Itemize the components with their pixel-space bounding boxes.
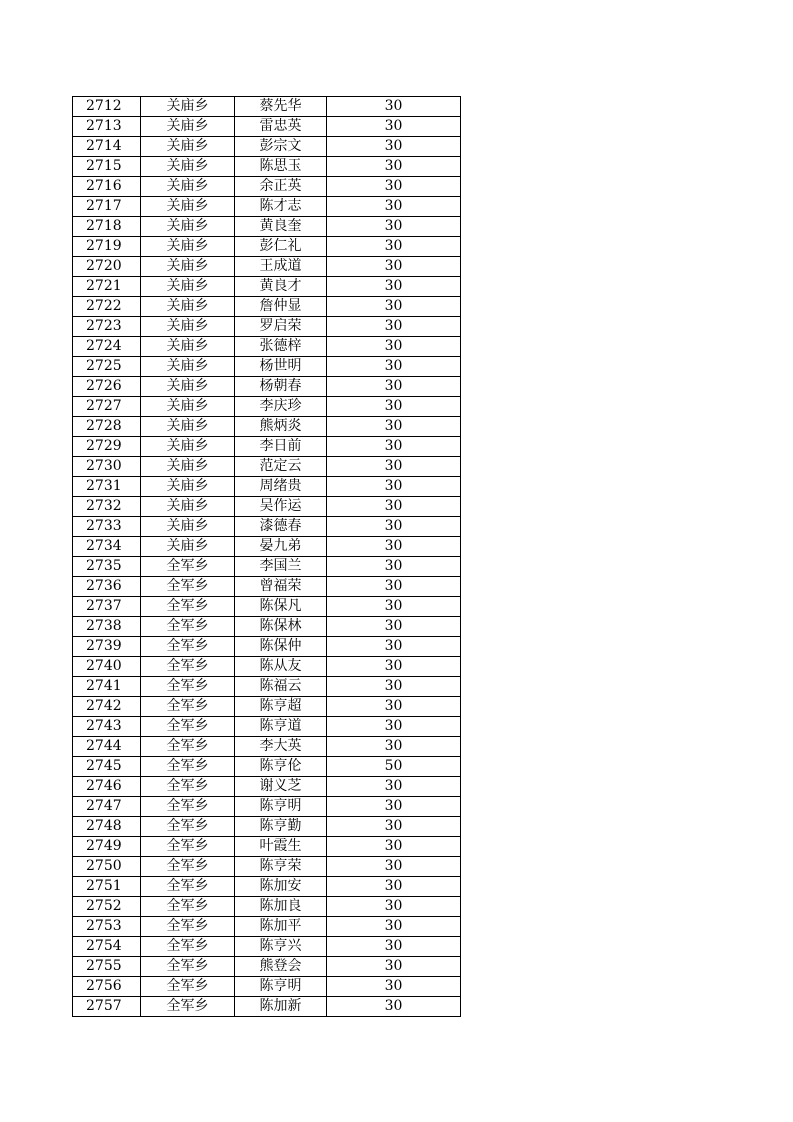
row-number-cell: 2726 xyxy=(73,377,141,397)
town-cell: 关庙乡 xyxy=(141,317,235,337)
row-number-cell: 2734 xyxy=(73,537,141,557)
person-name-cell: 陈亨超 xyxy=(235,697,327,717)
row-number-cell: 2745 xyxy=(73,757,141,777)
town-cell: 关庙乡 xyxy=(141,237,235,257)
amount-cell: 30 xyxy=(327,237,461,257)
table-row xyxy=(73,677,461,697)
town-cell: 全军乡 xyxy=(141,637,235,657)
table-row xyxy=(73,517,461,537)
amount-cell: 30 xyxy=(327,737,461,757)
town-cell: 全军乡 xyxy=(141,697,235,717)
person-name-cell: 晏九弟 xyxy=(235,537,327,557)
table-row xyxy=(73,417,461,437)
row-number-cell: 2715 xyxy=(73,157,141,177)
row-number-cell: 2714 xyxy=(73,137,141,157)
person-name-cell: 陈亨荣 xyxy=(235,857,327,877)
table-row xyxy=(73,557,461,577)
row-number-cell: 2748 xyxy=(73,817,141,837)
table-row xyxy=(73,217,461,237)
amount-cell: 30 xyxy=(327,197,461,217)
table-row xyxy=(73,857,461,877)
person-name-cell: 王成道 xyxy=(235,257,327,277)
amount-cell: 30 xyxy=(327,897,461,917)
row-number-cell: 2742 xyxy=(73,697,141,717)
table-row xyxy=(73,97,461,117)
person-name-cell: 熊炳炎 xyxy=(235,417,327,437)
amount-cell: 30 xyxy=(327,877,461,897)
town-cell: 关庙乡 xyxy=(141,177,235,197)
table-row xyxy=(73,797,461,817)
row-number-cell: 2730 xyxy=(73,457,141,477)
town-cell: 全军乡 xyxy=(141,597,235,617)
table-row xyxy=(73,197,461,217)
records-table xyxy=(72,96,461,1017)
row-number-cell: 2713 xyxy=(73,117,141,137)
row-number-cell: 2747 xyxy=(73,797,141,817)
town-cell: 全军乡 xyxy=(141,837,235,857)
town-cell: 关庙乡 xyxy=(141,437,235,457)
table-row xyxy=(73,957,461,977)
person-name-cell: 陈加安 xyxy=(235,877,327,897)
amount-cell: 30 xyxy=(327,917,461,937)
row-number-cell: 2721 xyxy=(73,277,141,297)
person-name-cell: 李国兰 xyxy=(235,557,327,577)
person-name-cell: 陈亨伦 xyxy=(235,757,327,777)
person-name-cell: 熊登会 xyxy=(235,957,327,977)
amount-cell: 30 xyxy=(327,117,461,137)
person-name-cell: 陈加新 xyxy=(235,997,327,1017)
amount-cell: 30 xyxy=(327,337,461,357)
row-number-cell: 2756 xyxy=(73,977,141,997)
person-name-cell: 黄良才 xyxy=(235,277,327,297)
town-cell: 全军乡 xyxy=(141,757,235,777)
town-cell: 全军乡 xyxy=(141,957,235,977)
town-cell: 全军乡 xyxy=(141,917,235,937)
amount-cell: 30 xyxy=(327,577,461,597)
person-name-cell: 陈亨勤 xyxy=(235,817,327,837)
amount-cell: 30 xyxy=(327,377,461,397)
town-cell: 全军乡 xyxy=(141,737,235,757)
town-cell: 关庙乡 xyxy=(141,537,235,557)
table-row xyxy=(73,457,461,477)
amount-cell: 30 xyxy=(327,417,461,437)
row-number-cell: 2733 xyxy=(73,517,141,537)
row-number-cell: 2749 xyxy=(73,837,141,857)
town-cell: 关庙乡 xyxy=(141,397,235,417)
amount-cell: 30 xyxy=(327,297,461,317)
town-cell: 关庙乡 xyxy=(141,257,235,277)
person-name-cell: 范定云 xyxy=(235,457,327,477)
amount-cell: 30 xyxy=(327,277,461,297)
town-cell: 全军乡 xyxy=(141,897,235,917)
person-name-cell: 雷忠英 xyxy=(235,117,327,137)
town-cell: 全军乡 xyxy=(141,777,235,797)
town-cell: 关庙乡 xyxy=(141,417,235,437)
town-cell: 关庙乡 xyxy=(141,117,235,137)
row-number-cell: 2750 xyxy=(73,857,141,877)
amount-cell: 30 xyxy=(327,477,461,497)
row-number-cell: 2727 xyxy=(73,397,141,417)
amount-cell: 30 xyxy=(327,157,461,177)
town-cell: 全军乡 xyxy=(141,657,235,677)
town-cell: 关庙乡 xyxy=(141,477,235,497)
table-row xyxy=(73,477,461,497)
amount-cell: 30 xyxy=(327,637,461,657)
town-cell: 关庙乡 xyxy=(141,97,235,117)
person-name-cell: 陈亨明 xyxy=(235,797,327,817)
table-row xyxy=(73,657,461,677)
table-row xyxy=(73,497,461,517)
person-name-cell: 陈福云 xyxy=(235,677,327,697)
amount-cell: 30 xyxy=(327,777,461,797)
town-cell: 全军乡 xyxy=(141,677,235,697)
row-number-cell: 2718 xyxy=(73,217,141,237)
amount-cell: 30 xyxy=(327,797,461,817)
table-row xyxy=(73,317,461,337)
person-name-cell: 陈亨明 xyxy=(235,977,327,997)
town-cell: 全军乡 xyxy=(141,617,235,637)
table-row xyxy=(73,617,461,637)
person-name-cell: 彭宗文 xyxy=(235,137,327,157)
row-number-cell: 2754 xyxy=(73,937,141,957)
amount-cell: 30 xyxy=(327,697,461,717)
amount-cell: 50 xyxy=(327,757,461,777)
person-name-cell: 陈才志 xyxy=(235,197,327,217)
table-row xyxy=(73,157,461,177)
town-cell: 关庙乡 xyxy=(141,497,235,517)
amount-cell: 30 xyxy=(327,97,461,117)
table-row xyxy=(73,817,461,837)
row-number-cell: 2743 xyxy=(73,717,141,737)
row-number-cell: 2729 xyxy=(73,437,141,457)
row-number-cell: 2755 xyxy=(73,957,141,977)
table-row xyxy=(73,717,461,737)
row-number-cell: 2723 xyxy=(73,317,141,337)
person-name-cell: 李大英 xyxy=(235,737,327,757)
row-number-cell: 2737 xyxy=(73,597,141,617)
person-name-cell: 杨世明 xyxy=(235,357,327,377)
person-name-cell: 吴作运 xyxy=(235,497,327,517)
town-cell: 全军乡 xyxy=(141,577,235,597)
table-row xyxy=(73,277,461,297)
person-name-cell: 杨朝春 xyxy=(235,377,327,397)
person-name-cell: 李庆珍 xyxy=(235,397,327,417)
table-row xyxy=(73,737,461,757)
row-number-cell: 2757 xyxy=(73,997,141,1017)
row-number-cell: 2725 xyxy=(73,357,141,377)
person-name-cell: 张德梓 xyxy=(235,337,327,357)
amount-cell: 30 xyxy=(327,137,461,157)
amount-cell: 30 xyxy=(327,977,461,997)
amount-cell: 30 xyxy=(327,457,461,477)
town-cell: 全军乡 xyxy=(141,797,235,817)
amount-cell: 30 xyxy=(327,537,461,557)
amount-cell: 30 xyxy=(327,657,461,677)
person-name-cell: 周绪贵 xyxy=(235,477,327,497)
amount-cell: 30 xyxy=(327,597,461,617)
records-table-body xyxy=(73,97,461,1017)
row-number-cell: 2712 xyxy=(73,97,141,117)
person-name-cell: 陈加平 xyxy=(235,917,327,937)
table-row xyxy=(73,537,461,557)
amount-cell: 30 xyxy=(327,217,461,237)
row-number-cell: 2728 xyxy=(73,417,141,437)
person-name-cell: 陈保林 xyxy=(235,617,327,637)
amount-cell: 30 xyxy=(327,257,461,277)
town-cell: 全军乡 xyxy=(141,977,235,997)
town-cell: 关庙乡 xyxy=(141,297,235,317)
table-row xyxy=(73,357,461,377)
row-number-cell: 2735 xyxy=(73,557,141,577)
row-number-cell: 2720 xyxy=(73,257,141,277)
table-row xyxy=(73,397,461,417)
amount-cell: 30 xyxy=(327,857,461,877)
amount-cell: 30 xyxy=(327,937,461,957)
town-cell: 全军乡 xyxy=(141,877,235,897)
person-name-cell: 曾福荣 xyxy=(235,577,327,597)
town-cell: 全军乡 xyxy=(141,857,235,877)
amount-cell: 30 xyxy=(327,997,461,1017)
row-number-cell: 2716 xyxy=(73,177,141,197)
row-number-cell: 2731 xyxy=(73,477,141,497)
table-row xyxy=(73,637,461,657)
row-number-cell: 2751 xyxy=(73,877,141,897)
person-name-cell: 陈保仲 xyxy=(235,637,327,657)
amount-cell: 30 xyxy=(327,317,461,337)
row-number-cell: 2739 xyxy=(73,637,141,657)
person-name-cell: 陈加良 xyxy=(235,897,327,917)
town-cell: 全军乡 xyxy=(141,717,235,737)
amount-cell: 30 xyxy=(327,677,461,697)
town-cell: 关庙乡 xyxy=(141,197,235,217)
row-number-cell: 2738 xyxy=(73,617,141,637)
row-number-cell: 2719 xyxy=(73,237,141,257)
amount-cell: 30 xyxy=(327,817,461,837)
table-row xyxy=(73,437,461,457)
person-name-cell: 叶霞生 xyxy=(235,837,327,857)
person-name-cell: 黄良奎 xyxy=(235,217,327,237)
amount-cell: 30 xyxy=(327,837,461,857)
row-number-cell: 2736 xyxy=(73,577,141,597)
table-row xyxy=(73,577,461,597)
amount-cell: 30 xyxy=(327,437,461,457)
row-number-cell: 2717 xyxy=(73,197,141,217)
row-number-cell: 2746 xyxy=(73,777,141,797)
town-cell: 关庙乡 xyxy=(141,337,235,357)
table-row xyxy=(73,257,461,277)
table-row xyxy=(73,897,461,917)
person-name-cell: 余正英 xyxy=(235,177,327,197)
amount-cell: 30 xyxy=(327,397,461,417)
table-row xyxy=(73,297,461,317)
table-row xyxy=(73,877,461,897)
person-name-cell: 陈思玉 xyxy=(235,157,327,177)
amount-cell: 30 xyxy=(327,497,461,517)
amount-cell: 30 xyxy=(327,617,461,637)
town-cell: 全军乡 xyxy=(141,817,235,837)
table-row xyxy=(73,377,461,397)
table-row xyxy=(73,337,461,357)
row-number-cell: 2740 xyxy=(73,657,141,677)
table-row xyxy=(73,697,461,717)
person-name-cell: 陈亨兴 xyxy=(235,937,327,957)
town-cell: 全军乡 xyxy=(141,997,235,1017)
table-row xyxy=(73,177,461,197)
table-row xyxy=(73,937,461,957)
person-name-cell: 蔡先华 xyxy=(235,97,327,117)
person-name-cell: 彭仁礼 xyxy=(235,237,327,257)
town-cell: 全军乡 xyxy=(141,937,235,957)
amount-cell: 30 xyxy=(327,717,461,737)
amount-cell: 30 xyxy=(327,957,461,977)
row-number-cell: 2732 xyxy=(73,497,141,517)
amount-cell: 30 xyxy=(327,357,461,377)
person-name-cell: 漆德春 xyxy=(235,517,327,537)
row-number-cell: 2722 xyxy=(73,297,141,317)
amount-cell: 30 xyxy=(327,517,461,537)
table-row xyxy=(73,977,461,997)
table-row xyxy=(73,137,461,157)
town-cell: 关庙乡 xyxy=(141,157,235,177)
row-number-cell: 2724 xyxy=(73,337,141,357)
table-row xyxy=(73,917,461,937)
town-cell: 全军乡 xyxy=(141,557,235,577)
table-row xyxy=(73,597,461,617)
person-name-cell: 陈亨道 xyxy=(235,717,327,737)
person-name-cell: 陈从友 xyxy=(235,657,327,677)
person-name-cell: 罗启荣 xyxy=(235,317,327,337)
town-cell: 关庙乡 xyxy=(141,277,235,297)
town-cell: 关庙乡 xyxy=(141,217,235,237)
town-cell: 关庙乡 xyxy=(141,377,235,397)
table-row xyxy=(73,237,461,257)
person-name-cell: 陈保凡 xyxy=(235,597,327,617)
row-number-cell: 2744 xyxy=(73,737,141,757)
table-row xyxy=(73,837,461,857)
table-row xyxy=(73,117,461,137)
row-number-cell: 2753 xyxy=(73,917,141,937)
table-row xyxy=(73,777,461,797)
row-number-cell: 2741 xyxy=(73,677,141,697)
table-row xyxy=(73,757,461,777)
table-row xyxy=(73,997,461,1017)
amount-cell: 30 xyxy=(327,557,461,577)
person-name-cell: 李日前 xyxy=(235,437,327,457)
town-cell: 关庙乡 xyxy=(141,517,235,537)
person-name-cell: 詹仲显 xyxy=(235,297,327,317)
person-name-cell: 谢义芝 xyxy=(235,777,327,797)
town-cell: 关庙乡 xyxy=(141,137,235,157)
town-cell: 关庙乡 xyxy=(141,457,235,477)
amount-cell: 30 xyxy=(327,177,461,197)
row-number-cell: 2752 xyxy=(73,897,141,917)
town-cell: 关庙乡 xyxy=(141,357,235,377)
